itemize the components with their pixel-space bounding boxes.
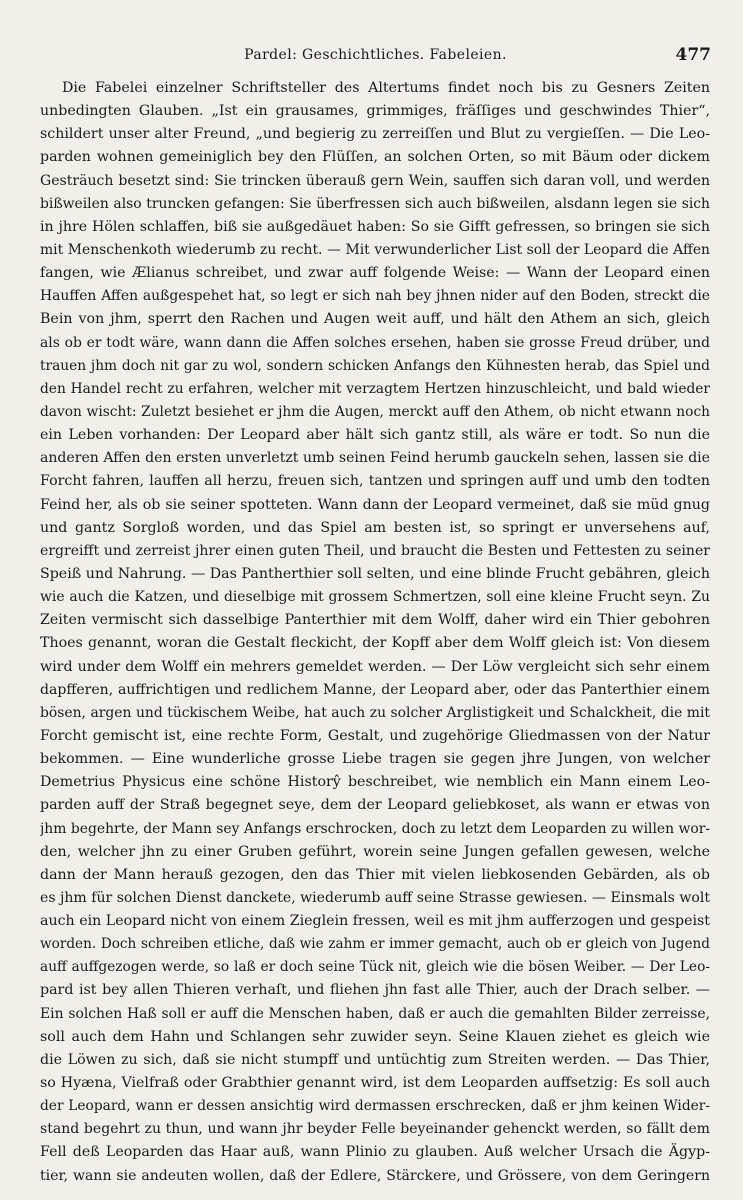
text-line: ein Leben vorhanden: Der Leopard aber hält sich gantz still, als wäre er todt. So nun die (40, 427, 710, 444)
text-line: Ein solchen Haß soll er auff die Menschen haben, daß er auch die gemahlten Bilder zerreisse, (40, 1005, 710, 1022)
text-line: stand begehrt zu thun, und wann jhr beyder Felle beyeinander gehenckt werden, so fällt dem (40, 1121, 710, 1138)
text-line: auch ein Leopard nicht von einem Zieglein fressen, weil es mit jhm aufferzogen und gespeist (40, 913, 710, 930)
text-line: worden. Doch schreiben etliche, daß wie zahm er immer gemacht, auch ob er gleich von Jugend (40, 936, 710, 953)
text-line: Zeiten vermischt sich dasselbige Panterthier mit dem Wolff, daher wird ein Thier gebohren (40, 612, 710, 629)
text-line: trauen jhm doch nit gar zu wol, sondern schicken Anfangs den Kühnesten herab, das Spiel und (40, 357, 710, 374)
text-line: wird under dem Wolff ein mehrers gemeldet werden. — Der Löw vergleicht sich sehr einem (40, 658, 710, 675)
text-line: den, welcher jhn zu einer Gruben geführt, worein seine Jungen gefallen gewesen, welche (40, 843, 710, 860)
page-header (40, 47, 711, 71)
body-text (40, 77, 710, 1188)
text-line: in jhre Hölen schlaffen, biß sie außgedäuet haben: So sie Gifft gefressen, so bringen sie sich (40, 218, 710, 235)
text-line: Die Fabelei einzelner Schriftsteller des Altertums findet noch bis zu Gesners Zeiten (62, 80, 710, 96)
text-line: wie auch die Katzen, und dieselbige mit grossem Schmertzen, soll eine kleine Frucht seyn. Zu (40, 589, 710, 606)
text-line: Bein von jhm, sperrt den Rachen und Augen weit auff, und hält den Athem an sich, gleich (40, 311, 710, 328)
text-line: anderen Affen den ersten unverletzt umb seinen Feind herumb gauckeln sehen, lassen sie die (40, 450, 710, 467)
text-line: auff auffgezogen werde, so laß er doch seine Tück nit, gleich wie die bösen Weiber. — Der Leo- (40, 959, 710, 976)
text-line: Forcht fahren, lauffen all herzu, freuen sich, tantzen und springen auff und umb den todten (40, 473, 710, 490)
text-line: Feind her, als ob sie seiner spotteten. Wann dann der Leopard vermeinet, daß sie müd gnug (40, 496, 710, 513)
text-line: dapfferen, auffrichtigen und redlichem Manne, der Leopard aber, oder das Panterthier einem (40, 681, 710, 698)
text-line: parden wohnen gemeiniglich bey den Flüſſen, an solchen Orten, so mit Bäum oder dickem (40, 149, 710, 166)
text-line: Demetrius Physicus eine schöne Historŷ beschreibet, wie nemblich ein Mann einem Leo- (40, 774, 710, 791)
text-line: dann der Mann herauß gezogen, den das Thier mit vielen liebkosenden Gebärden, als ob (40, 866, 710, 883)
text-line: pard ist bey allen Thieren verhaſt, und fliehen jhn fast alle Thier, auch der Drach selber. — (40, 982, 710, 999)
text-line: der Leopard, wann er dessen ansichtig wird dermassen erschrecken, daß er jhm keinen Wider- (40, 1098, 710, 1115)
text-line: Thoes genannt, woran die Gestalt fleckicht, der Kopff aber dem Wolff gleich ist: Von diesem (40, 635, 710, 652)
text-line: Gesträuch besetzt sind: Sie trincken überauß gern Wein, sauffen sich daran voll, und werden (40, 172, 710, 189)
text-line: parden auff der Straß begegnet seye, dem der Leopard geliebkoset, als wann er etwas von (40, 797, 710, 814)
text-line: Speiß und Nahrung. — Das Pantherthier soll selten, und eine blinde Frucht gebähren, gleich (40, 565, 710, 582)
text-line: es jhm für solchen Dienst danckete, wiederumb auff seine Strasse gewiesen. — Einsmals wolt (40, 889, 710, 906)
text-line: tier, wann sie andeuten wollen, daß der Edlere, Stärckere, und Grössere, von dem Geringern (40, 1167, 710, 1184)
text-line: jhm begehrte, der Mann sey Anfangs erschrocken, doch zu letzt dem Leoparden zu willen wor- (40, 820, 710, 837)
text-line: ergreifft und zerreist jhrer einen guten Theil, und braucht die Besten und Fettesten zu seiner (40, 542, 710, 559)
text-line: unbedingten Glauben. „Ist ein grausames, grimmiges, fräſſiges und geschwindes Thier“, (40, 103, 710, 120)
text-line: mit Menschenkoth wiederumb zu recht. — Mit verwunderlicher List soll der Leopard die Affen (40, 241, 710, 258)
running-head: Pardel: Geschichtliches. Fabeleien. (244, 47, 507, 63)
text-line: den Handel recht zu erfahren, welcher mit verzagtem Hertzen hinzuschleicht, und bald wieder (40, 380, 710, 397)
text-line: und gantz Sorgloß worden, und das Spiel am besten ist, so springt er unversehens auf, (40, 519, 710, 536)
text-line: fangen, wie Ælianus schreibet, und zwar auff folgende Weise: — Wann der Leopard einen (40, 265, 710, 282)
text-line: schildert unser alter Freund, „und begierig zu zerreiſſen und Blut zu vergieſſen. — Die Leo- (40, 126, 710, 143)
page-number: 477 (675, 45, 711, 65)
text-line: Forcht gemischt ist, eine rechte Form, Gestalt, und zugehörige Gliedmassen von der Natur (40, 727, 710, 744)
text-line: soll auch dem Hahn und Schlangen sehr zuwider seyn. Seine Klauen ziehet es gleich wie (40, 1028, 710, 1045)
text-line: die Löwen zu sich, daß sie nicht stumpff und untüchtig zum Streiten werden. — Das Thier, (40, 1051, 710, 1068)
text-line: bißweilen also truncken gefangen: Sie überfressen sich auch bißweilen, alsdann legen sie sich (40, 195, 710, 212)
text-line: als ob er todt wäre, wann dann die Affen solches ersehen, haben sie grosse Freud drüber, und (40, 334, 710, 351)
text-line: davon wischt: Zuletzt besiehet er jhm die Augen, merckt auff den Athem, ob nicht etwann noch (40, 403, 710, 420)
text-line: so Hyæna, Vielfraß oder Grabthier genannt wird, ist dem Leoparden auffsetzig: Es soll auch (40, 1075, 710, 1092)
text-line: bekommen. — Eine wunderliche grosse Liebe tragen sie gegen jhre Jungen, von welcher (40, 751, 710, 768)
text-line: Hauffen Affen außgespehet hat, so legt er sich nah bey jhnen nider auf den Boden, streckt die (40, 288, 710, 305)
text-line: bösen, argen und tückischem Weibe, hat auch zu solcher Arglistigkeit und Schalckheit, die mit (40, 704, 710, 721)
text-line: Fell deß Leoparden das Haar auß, wann Plinio zu glauben. Auß welcher Ursach die Ägyp- (40, 1144, 710, 1161)
